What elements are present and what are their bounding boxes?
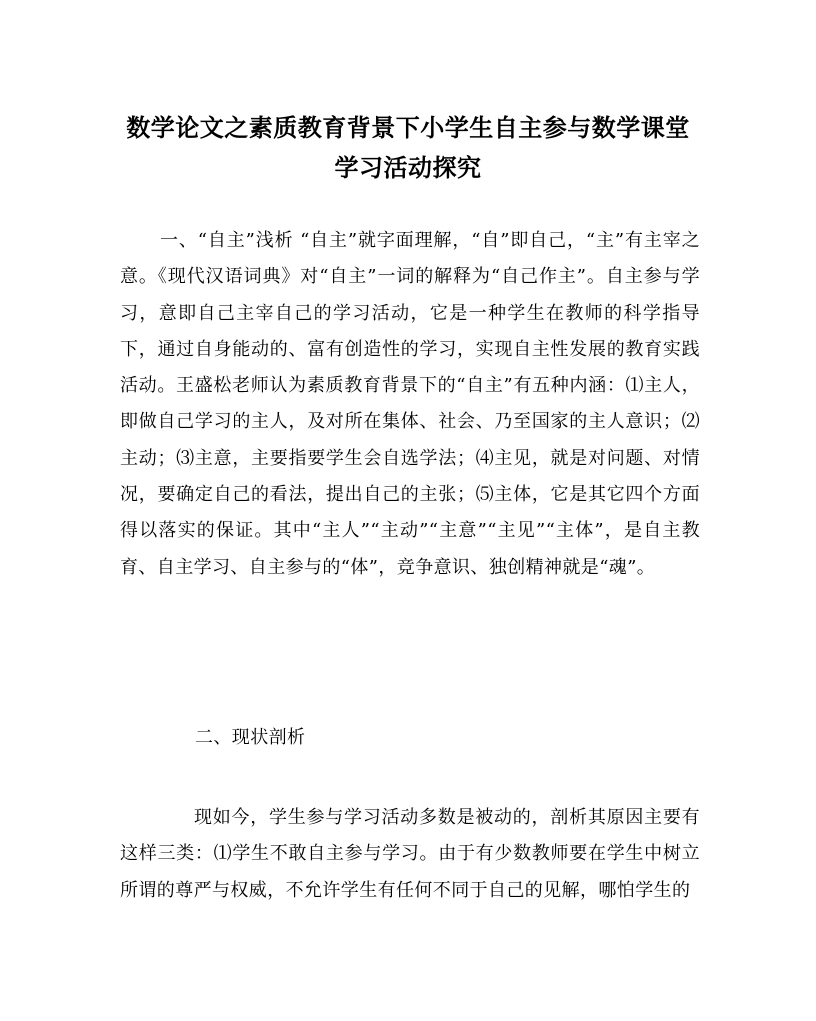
- document-title-line-1: 数学论文之素质教育背景下小学生自主参与数学课堂: [126, 113, 690, 142]
- section-heading-status-analysis: 二、现状剖析: [195, 727, 306, 748]
- paragraph-autonomy-analysis: 一、“自主”浅析 “自主”就字面理解，“自”即自己，“主”有主宰之意。《现代汉语词典》对“自主”一词的解释为“自己作主”。自主参与学习，意即自己主宰自己的学习活动，它是一种学生在教师的科学指导下，通过自身能动的、富有创造性的学习，实现自主性发展的教育实践活动。王盛松老师认为素质教育背景下的“自主”有五种内涵：⑴主人，即做自己学习的主人，及对所在集体、社会、乃至国家的主人意识；⑵主动；⑶主意，主要指要学生会自选学法；⑷主见，就是对问题、对情况，要确定自己的看法，提出自己的主张；⑸主体，它是其它四个方面得以落实的保证。其中“主人”“主动”“主意”“主见”“主体”，是自主教育、自主学习、自主参与的“体”，竞争意识、独创精神就是“魂”。: [120, 230, 700, 578]
- document-title-line-2: 学习活动探究: [334, 153, 482, 182]
- paragraph-current-status: 现如今，学生参与学习活动多数是被动的，剖析其原因主要有这样三类：⑴学生不敢自主参与学习。由于有少数教师要在学生中树立所谓的尊严与权威，不允许学生有任何不同于自己的见解，哪怕学生的: [120, 807, 700, 901]
